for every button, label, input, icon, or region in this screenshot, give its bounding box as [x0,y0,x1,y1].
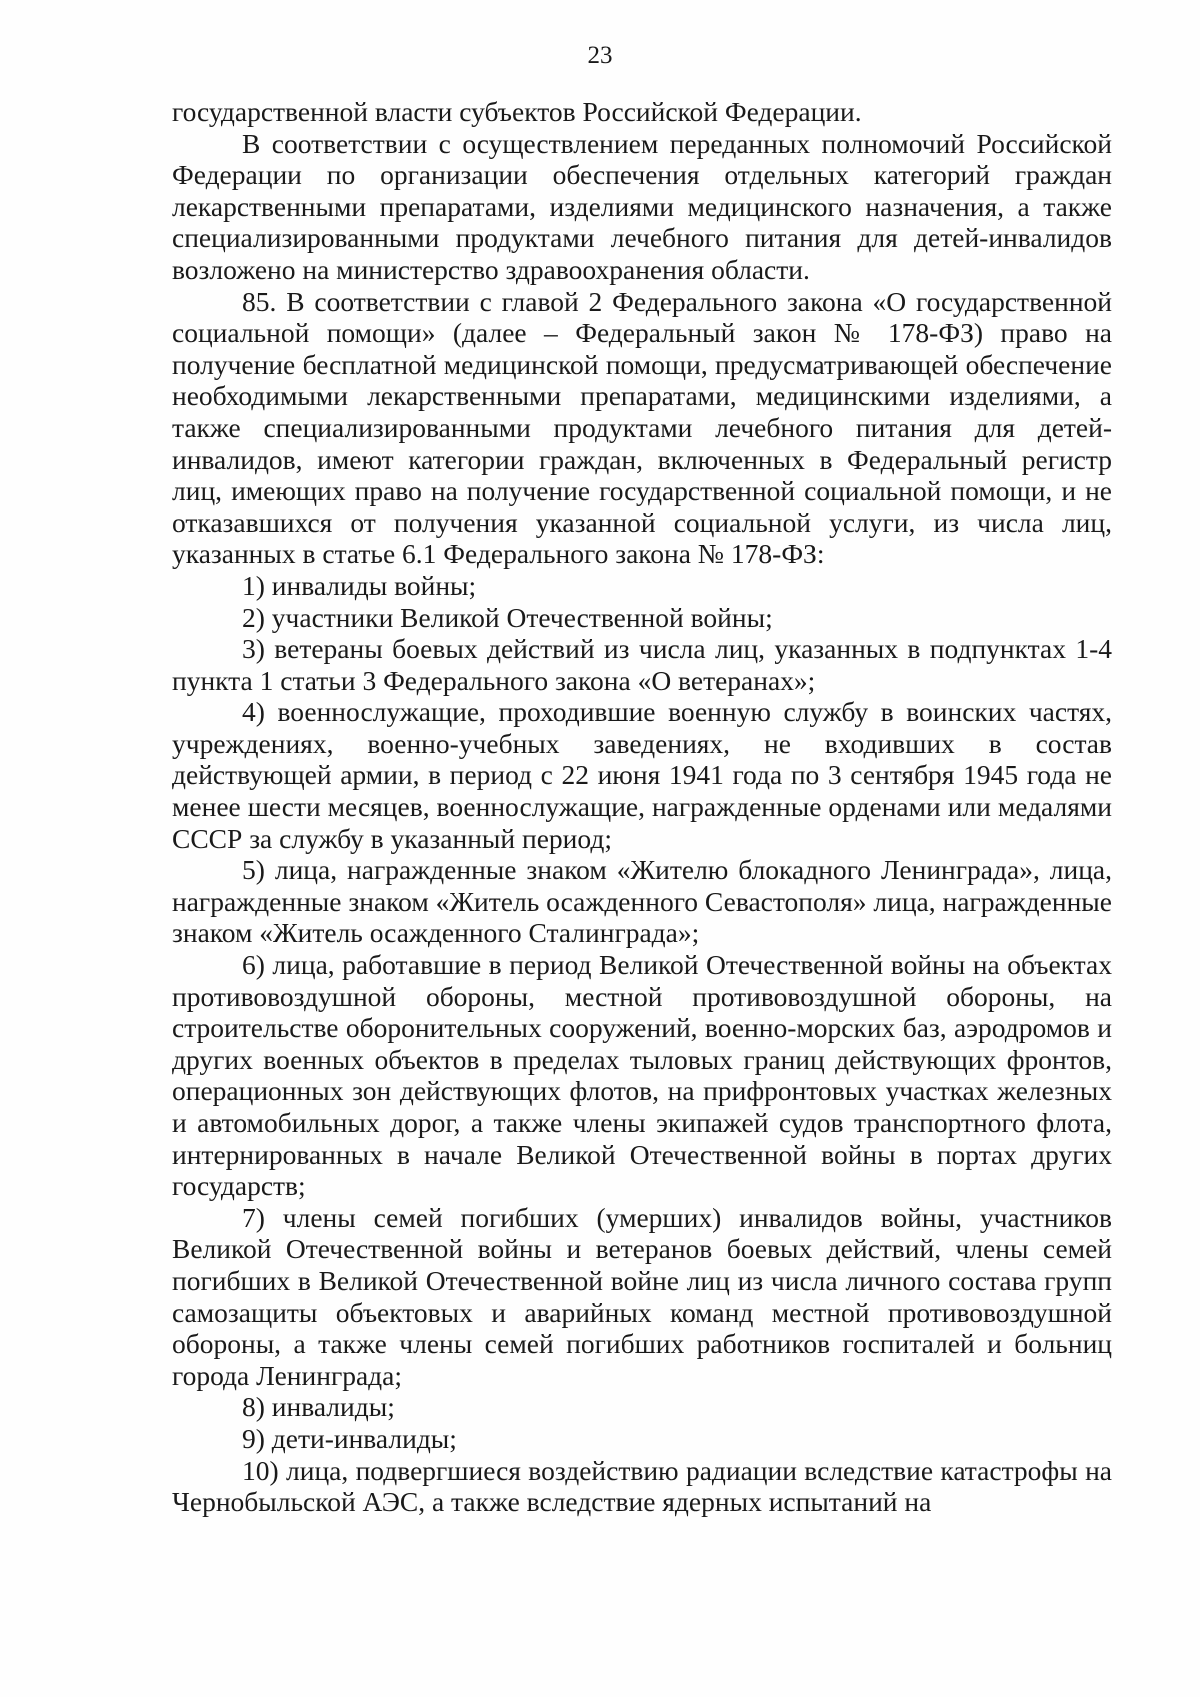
paragraph: В соответствии с осуществлением переданных полномочий Российской Федерации по организации обеспечения отдельных категорий граждан лекарственными препаратами, изделиями медицинского назначения, а также специализированными продуктами лечебного питания для детей-инвалидов возложено на министерство здравоохранения области. [172,127,1112,285]
list-item: 7) члены семей погибших (умерших) инвалидов войны, участников Великой Отечественной войны и ветеранов боевых действий, члены семей погибших в Великой Отечественной войне лиц из числа личного состава групп самозащиты объектовых и аварийных команд местной противовоздушной обороны, а также члены семей погибших работников госпиталей и больниц города Ленинграда; [172,1201,1112,1391]
paragraph: государственной власти субъектов Российской Федерации. [172,96,862,127]
page-number: 23 [587,42,613,69]
document-body [172,96,1112,1518]
paragraph-item-85: 85. В соответствии с главой 2 Федерального закона «О государственной социальной помощи» (далее – Федеральный закон № 178-ФЗ) право на получение бесплатной медицинской помощи, предусматривающей обеспечение необходимыми лекарственными препаратами, медицинскими изделиями, а также специализированными продуктами лечебного питания для детей-инвалидов, имеют категории граждан, включенных в Федеральный регистр лиц, имеющих право на получение государственной социальной помощи, и не отказавшихся от получения указанной социальной услуги, из числа лиц, указанных в статье 6.1 Федерального закона № 178-ФЗ: [172,285,1112,570]
list-item: 9) дети-инвалиды; [242,1422,457,1454]
list-item: 3) ветераны боевых действий из числа лиц, указанных в подпунктах 1-4 пункта 1 статьи 3 Федерального закона «О ветеранах»; [172,633,1112,696]
list-item: 10) лица, подвергшиеся воздействию радиации вследствие катастрофы на Чернобыльской АЭС, а также вследствие ядерных испытаний на [172,1454,1112,1518]
list-item: 6) лица, работавшие в период Великой Отечественной войны на объектах противовоздушной обороны, местной противовоздушной обороны, на строительстве оборонительных сооружений, военно-морских баз, аэродромов и других военных объектов в пределах тыловых границ действующих фронтов, операционных зон действующих флотов, на прифронтовых участках железных и автомобильных дорог, а также члены экипажей судов транспортного флота, интернированных в начале Великой Отечественной войны в портах других государств; [172,949,1112,1202]
list-item: 5) лица, награжденные знаком «Жителю блокадного Ленинграда», лица, награжденные знаком «Житель осажденного Севастополя» лица, награжденные знаком «Житель осажденного Сталинграда»; [172,854,1112,949]
list-item: 1) инвалиды войны; [242,569,477,601]
list-item: 8) инвалиды; [242,1391,395,1423]
list-item: 4) военнослужащие, проходившие военную службу в воинских частях, учреждениях, военно-учебных заведениях, не входивших в состав действующей армии, в период с 22 июня 1941 года по 3 сентября 1945 года не менее шести месяцев, военнослужащие, награжденные орденами или медалями СССР за службу в указанный период; [172,696,1112,854]
list-item: 2) участники Великой Отечественной войны; [242,601,773,633]
